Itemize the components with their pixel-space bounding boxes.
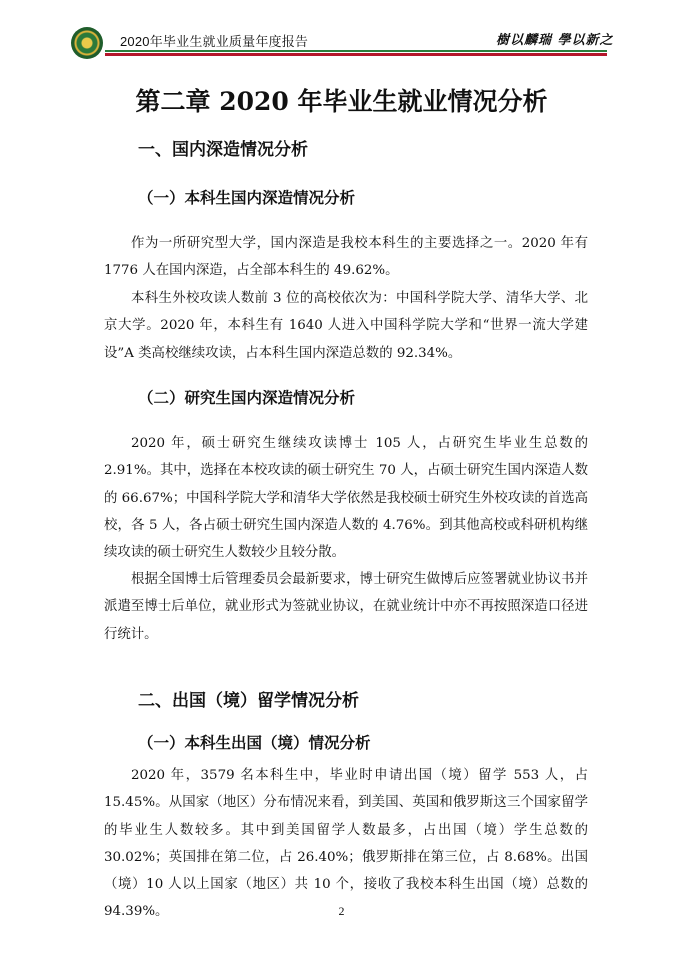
paragraph: 作为一所研究型大学，国内深造是我校本科生的主要选择之一。2020 年有 1776 人在国内深造，占全部本科生的 49.62%。 [104, 236, 588, 279]
subsection-title: （一）本科生国内深造情况分析 [138, 189, 356, 207]
section-title: 一、国内深造情况分析 [138, 140, 308, 160]
paragraph: 根据全国博士后管理委员会最新要求，博士研究生做博后应签署就业协议书并派遣至博士后单位，就业形式为签就业协议，在就业统计中亦不再按照深造口径进行统计。 [104, 572, 588, 642]
subsection-title: （一）本科生出国（境）情况分析 [138, 734, 371, 752]
subsection-title: （二）研究生国内深造情况分析 [138, 389, 356, 407]
paragraph: 2020 年，3579 名本科生中，毕业时申请出国（境）留学 553 人，占 15.45%。从国家（地区）分布情况来看，到美国、英国和俄罗斯这三个国家留学的毕业生人数较多。其中到美国留学人数最多，占出国（境）学生总数的 30.02%；英国排在第二位，占 26.40%；俄罗斯排在第三位，占 8.68%。出国（境）10 人以上国家（地区）共 10 个，接收了我校本科生出国（境）总数的 94.39%。 [104, 768, 588, 920]
chapter-title: 第二章 2020 年毕业生就业情况分析 [135, 87, 548, 116]
paragraph: 本科生外校攻读人数前 3 位的高校依次为：中国科学院大学、清华大学、北京大学。2020 年，本科生有 1640 人进入中国科学院大学和“世界一流大学建设”A 类高校继续攻读，占本科生国内深造总数的 92.34%。 [104, 291, 588, 361]
header-rule-red [105, 53, 607, 56]
header-title: 2020年毕业生就业质量年度报告 [120, 34, 309, 49]
page-number: 2 [338, 904, 345, 918]
paragraph: 2020 年，硕士研究生继续攻读博士 105 人，占研究生毕业生总数的 2.91%。其中，选择在本校攻读的硕士研究生 70 人，占硕士研究生国内深造人数的 66.67%；中国科学院大学和清华大学依然是我校硕士研究生外校攻读的首选高校，各 5 人，各占硕士研究生国内深造人数的 4.76%。到其他高校或科研机构继续攻读的硕士研究生人数较少且较分散。 [104, 436, 588, 561]
page-header [0, 0, 683, 70]
header-rule-green [105, 50, 607, 52]
header-motto: 樹以麟瑞 學以新之 [496, 33, 614, 48]
section-title: 二、出国（境）留学情况分析 [138, 691, 359, 711]
university-logo-icon [71, 27, 103, 59]
